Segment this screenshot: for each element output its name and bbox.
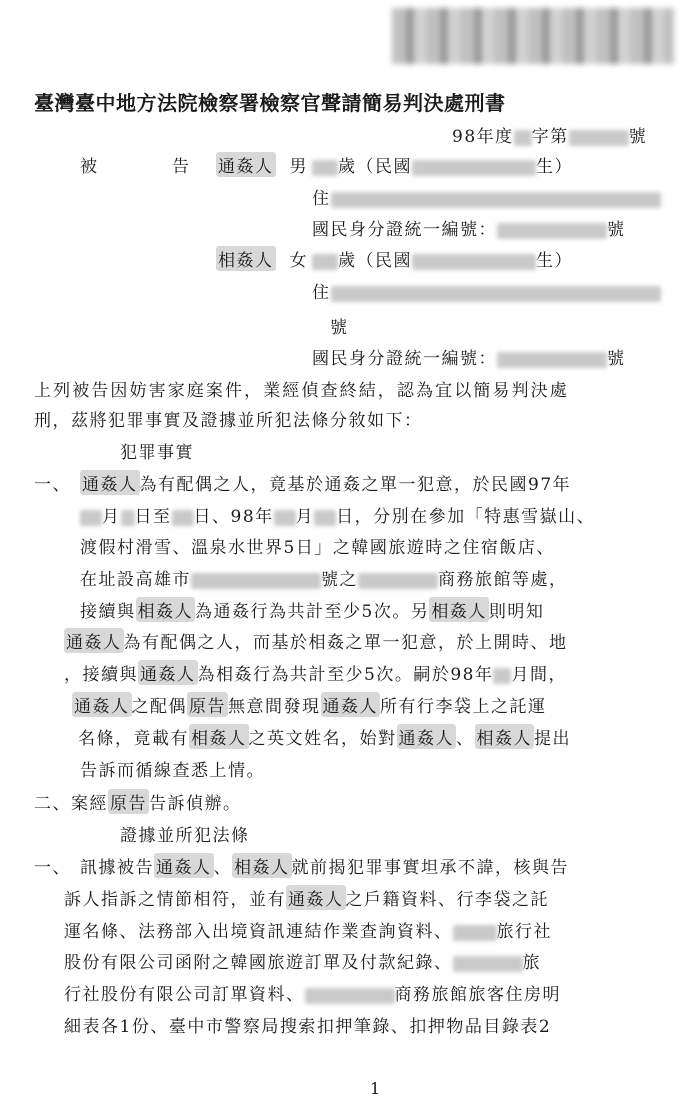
defendant-2-address-cont: 號 <box>330 318 349 338</box>
facts-line-8: 通姦人 之配偶 原告 無意間發現 通姦人 所有行李袋上之託運 <box>72 692 547 717</box>
redacted-day <box>172 510 194 526</box>
intro-line-1: 上列被告因妨害家庭案件，業經偵查終結，認為宜以簡易判決處 <box>34 381 569 401</box>
evidence-line-1: 訊據被告 通姦人 、 相姦人 就前揭犯罪事實坦承不諱，核與告 <box>80 853 569 878</box>
redacted-address <box>331 286 661 302</box>
redacted-address <box>191 573 321 589</box>
evidence-line-5: 行社股份有限公司訂單資料、 商務旅館旅客住房明 <box>64 985 561 1005</box>
facts-line-6: 通姦人 為有配偶之人，而基於相姦之單一犯意，於上開時、地 <box>64 628 568 653</box>
evidence-line-2: 訴人指訴之情節相符，並有 通姦人 之戶籍資料、行李袋之託 <box>64 885 549 910</box>
defendant-1-address: 住 <box>312 184 661 209</box>
defendant-2-id: 國民身分證統一編號： 號 <box>312 349 626 369</box>
facts-heading: 犯罪事實 <box>120 443 194 463</box>
facts-item-2: 二、案經 原告 告訴偵辦。 <box>34 789 242 814</box>
page-number: 1 <box>370 1079 381 1098</box>
redacted-birthdate <box>412 160 536 176</box>
facts-line-9: 名條，竟載有 相姦人 之英文姓名，始對 通姦人 、 相姦人 提出 <box>78 724 571 749</box>
defendant-1-id: 國民身分證統一編號： 號 <box>312 220 626 240</box>
redacted-company <box>453 956 523 972</box>
defendant-2-row: 相姦人 女 歲（民國 生） <box>216 246 573 271</box>
evidence-item-1-number: 一、 <box>34 858 71 878</box>
redacted-id <box>497 223 607 239</box>
redacted-address <box>331 192 661 208</box>
redacted-month <box>80 510 102 526</box>
defendant-2-address: 住 <box>312 278 661 303</box>
document-title: 臺灣臺中地方法院檢察署檢察官聲請簡易判決處刑書 <box>34 91 506 115</box>
facts-line-5: 接續與 相姦人 為通姦行為共計至少5次。另 相姦人 則明知 <box>80 597 544 622</box>
facts-line-2: 月 日至 日、98年 月 日，分別在參加「特惠雪嶽山、 <box>80 502 595 527</box>
defendant-label-1: 被 <box>80 157 99 177</box>
evidence-line-4: 股份有限公司函附之韓國旅遊訂單及付款紀錄、 旅 <box>64 953 541 973</box>
redacted-header-block <box>392 8 674 64</box>
intro-line-2: 刑，茲將犯罪事實及證據並所犯法條分敘如下： <box>34 411 423 431</box>
redacted-age <box>312 160 338 176</box>
facts-line-10: 告訴而循線查悉上情。 <box>80 761 265 781</box>
evidence-line-3: 運名條、法務部入出境資訊連結作業查詢資料、 旅行社 <box>64 922 552 942</box>
redacted-hotel <box>358 573 438 589</box>
redacted-case-char <box>514 130 532 146</box>
facts-item-1-number: 一、 <box>34 475 71 495</box>
redacted-hotel <box>305 988 395 1004</box>
redacted-birthdate <box>412 254 536 270</box>
facts-line-1: 通姦人 為有配偶之人，竟基於通姦之單一犯意，於民國97年 <box>80 470 571 495</box>
redacted-company <box>453 925 497 941</box>
redacted-case-no <box>569 130 629 146</box>
defendant-2-role: 相姦人 <box>216 246 276 271</box>
evidence-heading: 證據並所犯法條 <box>120 826 250 846</box>
facts-line-3: 渡假村滑雪、溫泉水世界5日」之韓國旅遊時之住宿飯店、 <box>80 538 555 558</box>
redacted-age <box>312 254 338 270</box>
evidence-line-6: 細表各1份、臺中市警察局搜索扣押筆錄、扣押物品目錄表2 <box>64 1017 552 1037</box>
case-number: 98年度 字第 號 <box>452 127 648 147</box>
defendant-label-2: 告 <box>172 157 191 177</box>
facts-line-4: 在址設高雄市 號之 商務旅館等處， <box>80 570 568 590</box>
defendant-1-role: 通姦人 <box>216 152 276 177</box>
redacted-id <box>497 352 607 368</box>
redacted-day <box>121 510 135 526</box>
facts-line-7: ，接續與 通姦人 為相姦行為共計至少5次。嗣於98年 月間， <box>64 660 567 685</box>
redacted-month <box>493 668 511 684</box>
defendant-1-row: 通姦人 男 歲（民國 生） <box>216 152 573 177</box>
redacted-day <box>314 510 336 526</box>
redacted-month <box>274 510 296 526</box>
